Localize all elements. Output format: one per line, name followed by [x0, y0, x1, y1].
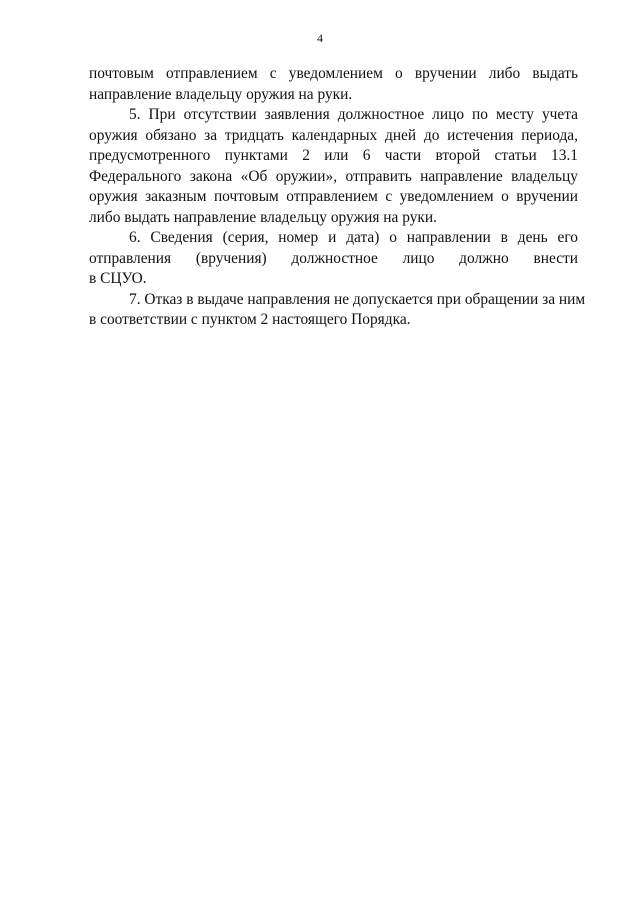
page-number: 4 [317, 31, 323, 45]
text-line: в соответствии с пунктом 2 настоящего Порядка. [89, 311, 411, 328]
text-line: либо выдать направление владельцу оружия на руки. [89, 208, 437, 226]
paragraph-item-6 [89, 228, 578, 290]
text-line: почтовым отправлением с уведомлением о вручении либо выдать [89, 65, 578, 82]
text-line: в СЦУО. [89, 270, 147, 287]
paragraph-continuation [89, 64, 578, 105]
text-line: оружия заказным почтовым отправлением с уведомлением о вручении [89, 188, 578, 205]
text-line: Федерального закона «Об оружии», отправить направление владельцу [89, 167, 578, 185]
paragraph-item-5 [89, 105, 578, 228]
paragraph-item-7 [89, 290, 586, 331]
text-line: отправления (вручения) должностное лицо должно внести [89, 249, 578, 267]
document-body [89, 64, 586, 331]
text-line: 5. При отсутствии заявления должностное лицо по месту учета [129, 106, 578, 123]
text-line: 7. Отказ в выдаче направления не допускается при обращении за ним [129, 290, 586, 308]
text-line: предусмотренного пунктами 2 или 6 части второй статьи 13.1 [89, 147, 578, 164]
text-line: 6. Сведения (серия, номер и дата) о направлении в день его [129, 229, 578, 246]
text-line: направление владельцу оружия на руки. [89, 85, 353, 103]
text-line: оружия обязано за тридцать календарных дней до истечения периода, [89, 126, 578, 144]
